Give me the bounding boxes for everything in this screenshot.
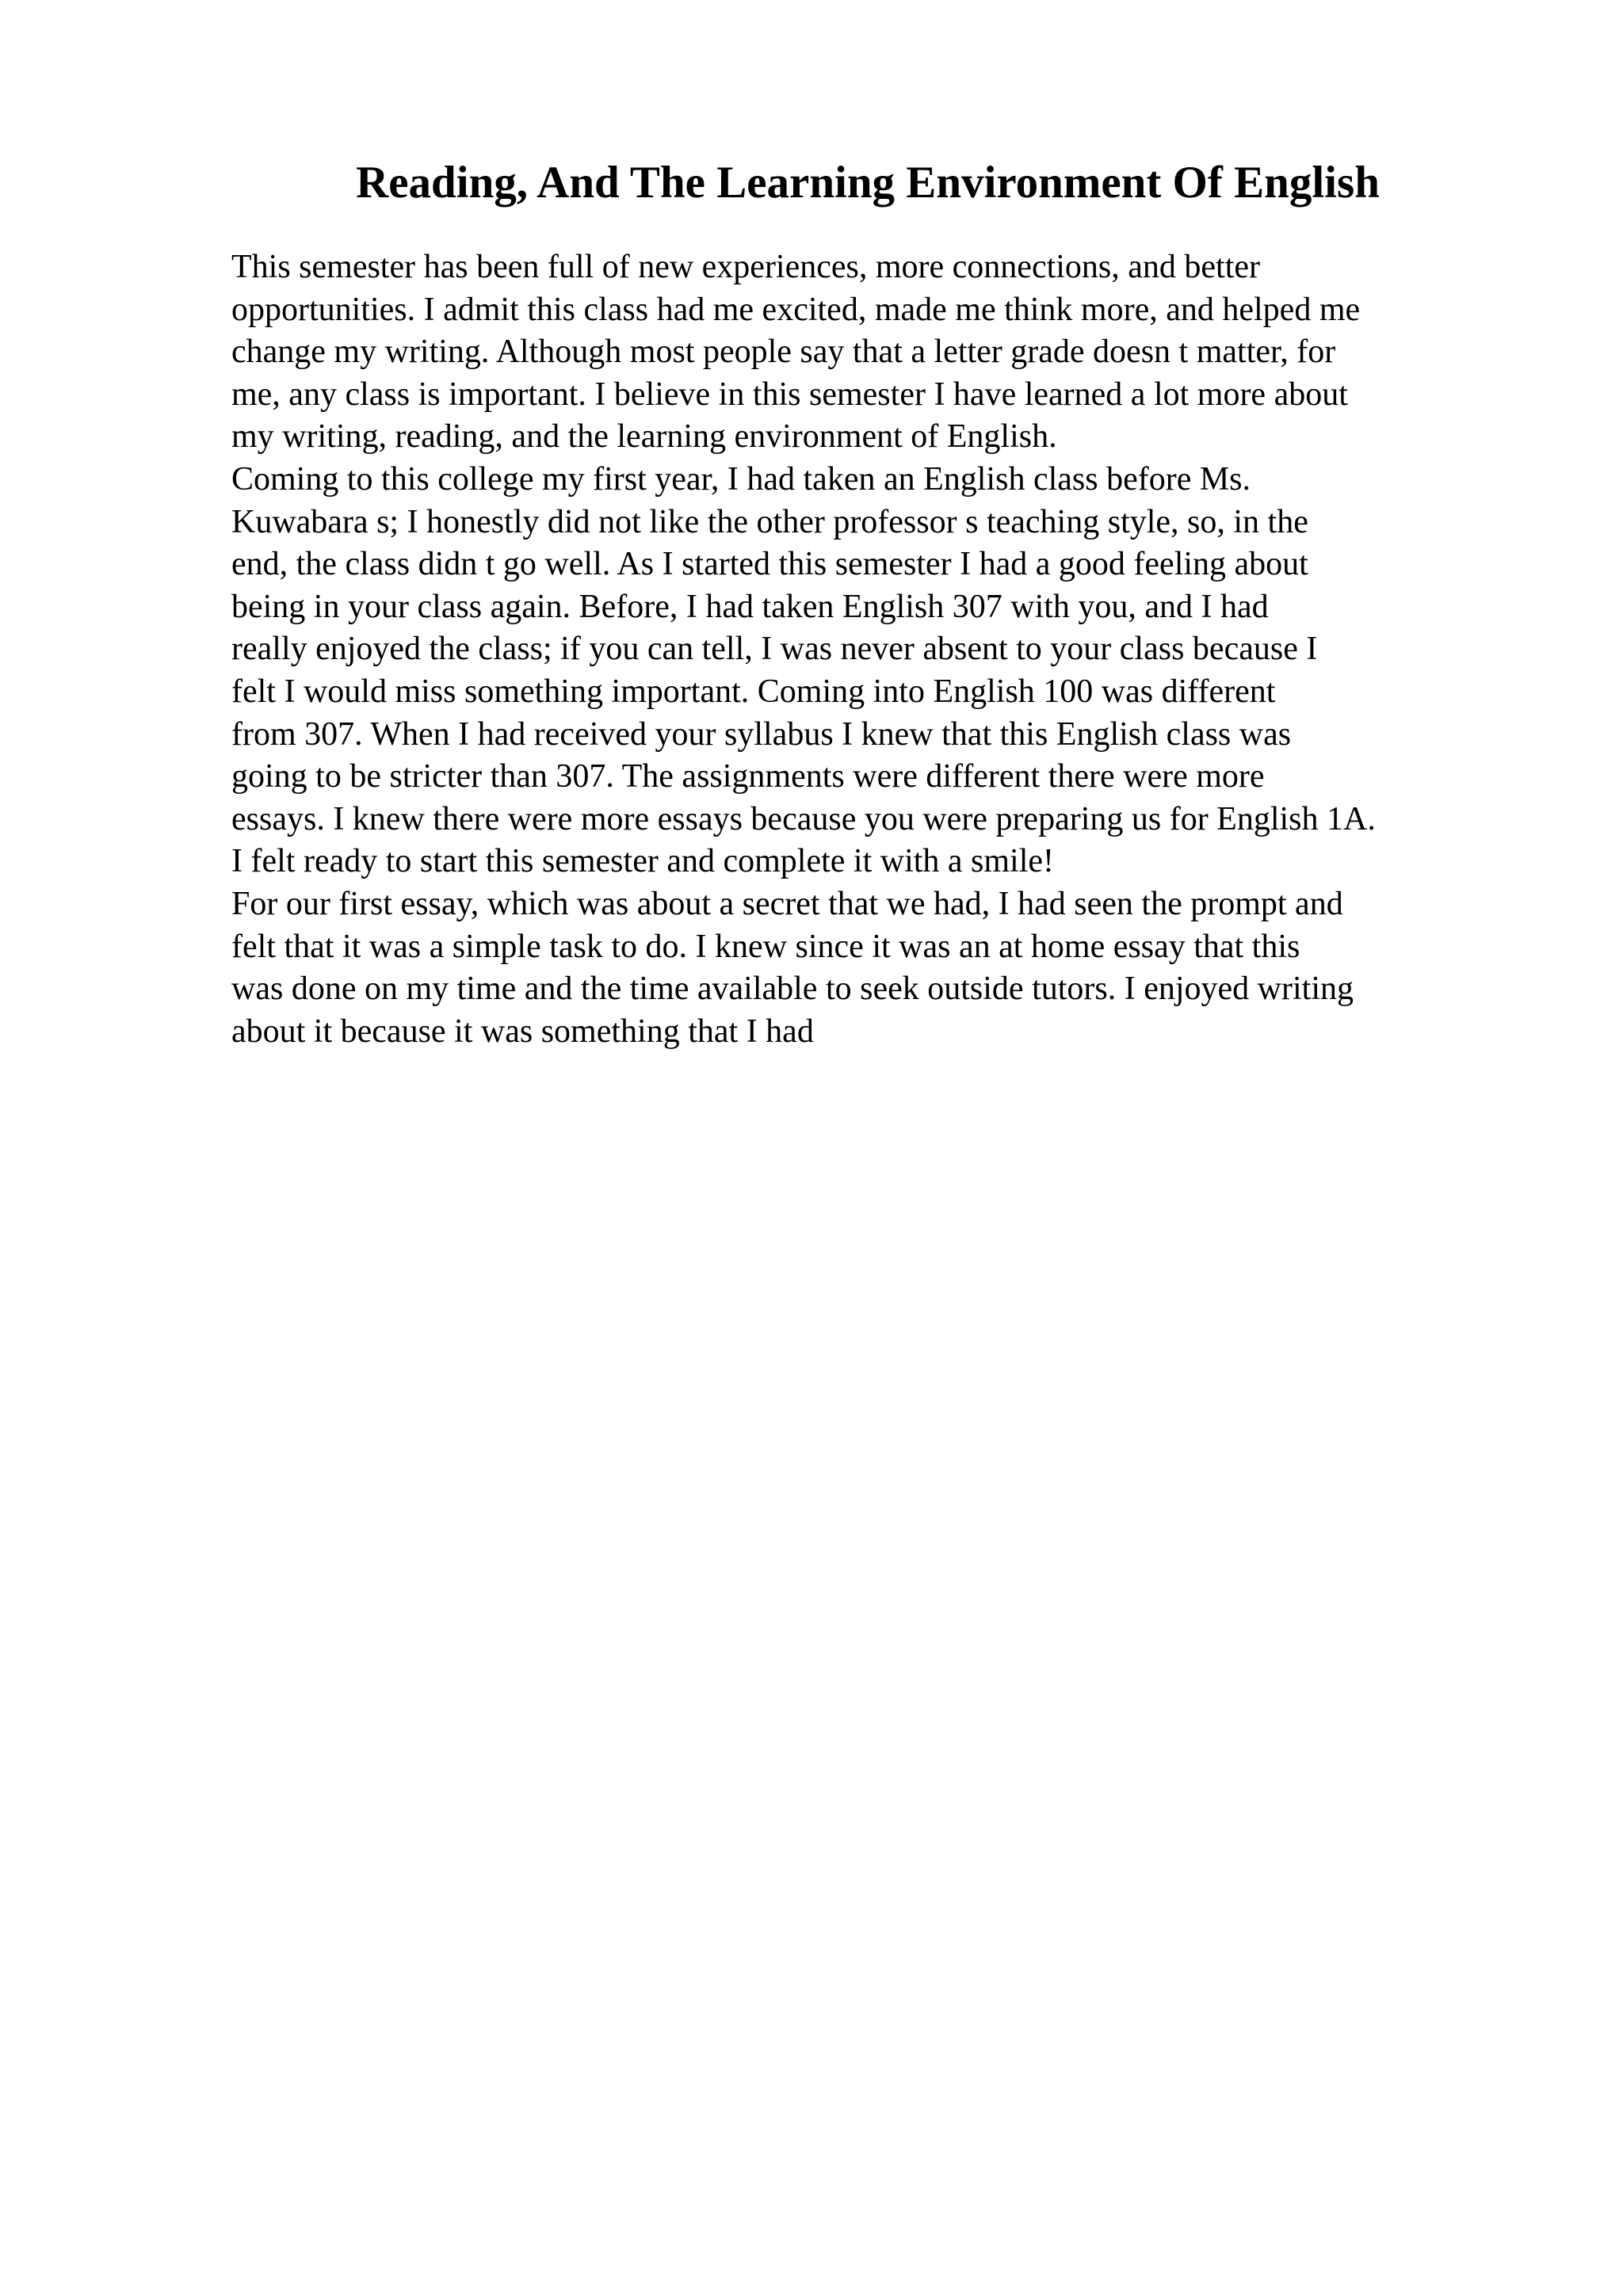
text-line: felt I would miss something important. Coming into English 100 was different <box>231 673 1276 710</box>
text-line: was done on my time and the time available to seek outside tutors. I enjoyed writing <box>231 971 1354 1008</box>
text-line: I felt ready to start this semester and complete it with a smile! <box>231 843 1055 880</box>
text-line: really enjoyed the class; if you can tell, I was never absent to your class because I <box>231 631 1318 668</box>
text-line: opportunities. I admit this class had me excited, made me think more, and helped me <box>231 291 1361 328</box>
text-line: about it because it was something that I had <box>231 1013 814 1050</box>
text-line: For our first essay, which was about a secret that we had, I had seen the prompt and <box>231 885 1343 922</box>
text-line: from 307. When I had received your syllabus I knew that this English class was <box>231 715 1292 753</box>
text-line: end, the class didn t go well. As I started this semester I had a good feeling about <box>231 546 1308 583</box>
text-line: felt that it was a simple task to do. I knew since it was an at home essay that this <box>231 928 1300 965</box>
text-line: Coming to this college my first year, I had taken an English class before Ms. <box>231 460 1251 498</box>
text-line: essays. I knew there were more essays because you were preparing us for English 1A. <box>231 800 1376 837</box>
text-line: me, any class is important. I believe in this semester I have learned a lot more about <box>231 376 1348 413</box>
text-line: This semester has been full of new experiences, more connections, and better <box>231 249 1261 285</box>
document-title: Reading, And The Learning Environment Of English <box>356 158 1380 208</box>
document-body <box>231 246 1594 1053</box>
text-line: going to be stricter than 307. The assignments were different there were more <box>231 758 1265 795</box>
text-line: change my writing. Although most people say that a letter grade doesn t matter, for <box>231 334 1336 371</box>
text-line: Kuwabara s; I honestly did not like the other professor s teaching style, so, in the <box>231 503 1308 540</box>
text-line: being in your class again. Before, I had taken English 307 with you, and I had <box>231 588 1269 625</box>
text-line: my writing, reading, and the learning environment of English. <box>231 418 1057 456</box>
